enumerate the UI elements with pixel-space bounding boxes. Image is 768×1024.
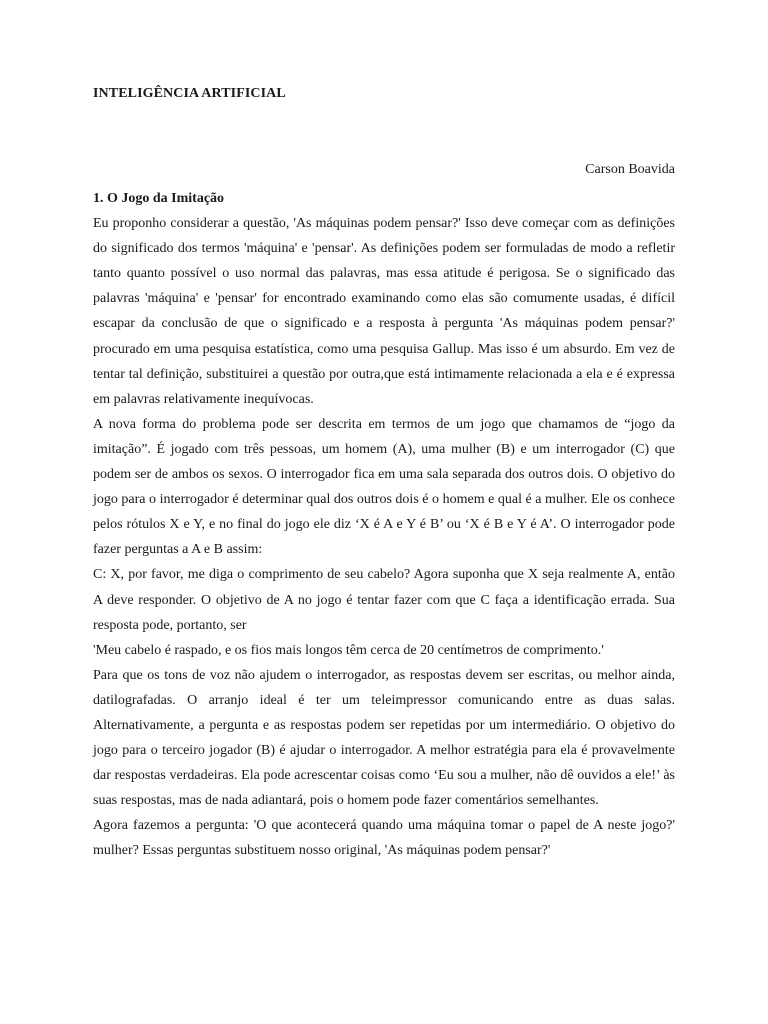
document-title: INTELIGÊNCIA ARTIFICIAL	[93, 86, 286, 101]
author-name: Carson Boavida	[585, 162, 675, 177]
document-body	[93, 186, 675, 864]
paragraph: Agora fazemos a pergunta: 'O que acontecerá quando uma máquina tomar o papel de A neste jogo?' mulher? Essas perguntas substituem nosso original, 'As máquinas podem pensar?'	[93, 818, 675, 859]
paragraph: Eu proponho considerar a questão, 'As máquinas podem pensar?' Isso deve começar com as definições do significado dos termos 'máquina' e 'pensar'. As definições podem ser formuladas de modo a refletir tanto quanto possível o uso normal das palavras, mas essa atitude é perigosa. Se o significado das palavras 'máquina' e 'pensar' for encontrado examinando como elas são comumente usadas, é difícil escapar da conclusão de que o significado e a resposta à pergunta 'As máquinas podem pensar?' procurado em uma pesquisa estatística, como uma pesquisa Gallup. Mas isso é um absurdo. Em vez de tentar tal definição, substituirei a questão por outra,que está intimamente relacionada a ela e é expressa em palavras relativamente inequívocas.	[93, 216, 675, 407]
section-heading: 1. O Jogo da Imitação	[93, 191, 225, 206]
paragraph: A nova forma do problema pode ser descrita em termos de um jogo que chamamos de “jogo da imitação”. É jogado com três pessoas, um homem (A), uma mulher (B) e um interrogador (C) que podem ser de ambos os sexos. O interrogador fica em uma sala separada dos outros dois. O objetivo do jogo para o interrogador é determinar qual dos outros dois é o homem e qual é a mulher. Ele os conhece pelos rótulos X e Y, e no final do jogo ele diz ‘X é A e Y é B’ ou ‘X é B e Y é A’. O interrogador pode fazer perguntas a A e B assim:	[93, 416, 675, 558]
paragraph: 'Meu cabelo é raspado, e os fios mais longos têm cerca de 20 centímetros de comprimento.'	[93, 642, 604, 658]
paragraph: Para que os tons de voz não ajudem o interrogador, as respostas devem ser escritas, ou melhor ainda, datilografadas. O arranjo ideal é ter um teleimpressor comunicando entre as duas salas. Alternativamente, a pergunta e as respostas podem ser repetidas por um intermediário. O objetivo do jogo para o terceiro jogador (B) é ajudar o interrogador. A melhor estratégia para ela é provavelmente dar respostas verdadeiras. Ela pode acrescentar coisas como ‘Eu sou a mulher, não dê ouvidos a ele!’ às suas respostas, mas de nada adiantará, pois o homem pode fazer comentários semelhantes.	[93, 667, 675, 809]
document-page	[93, 0, 675, 1024]
paragraph: C: X, por favor, me diga o comprimento de seu cabelo? Agora suponha que X seja realmente A, então A deve responder. O objetivo de A no jogo é tentar fazer com que C faça a identificação errada. Sua resposta pode, portanto, ser	[93, 567, 675, 633]
